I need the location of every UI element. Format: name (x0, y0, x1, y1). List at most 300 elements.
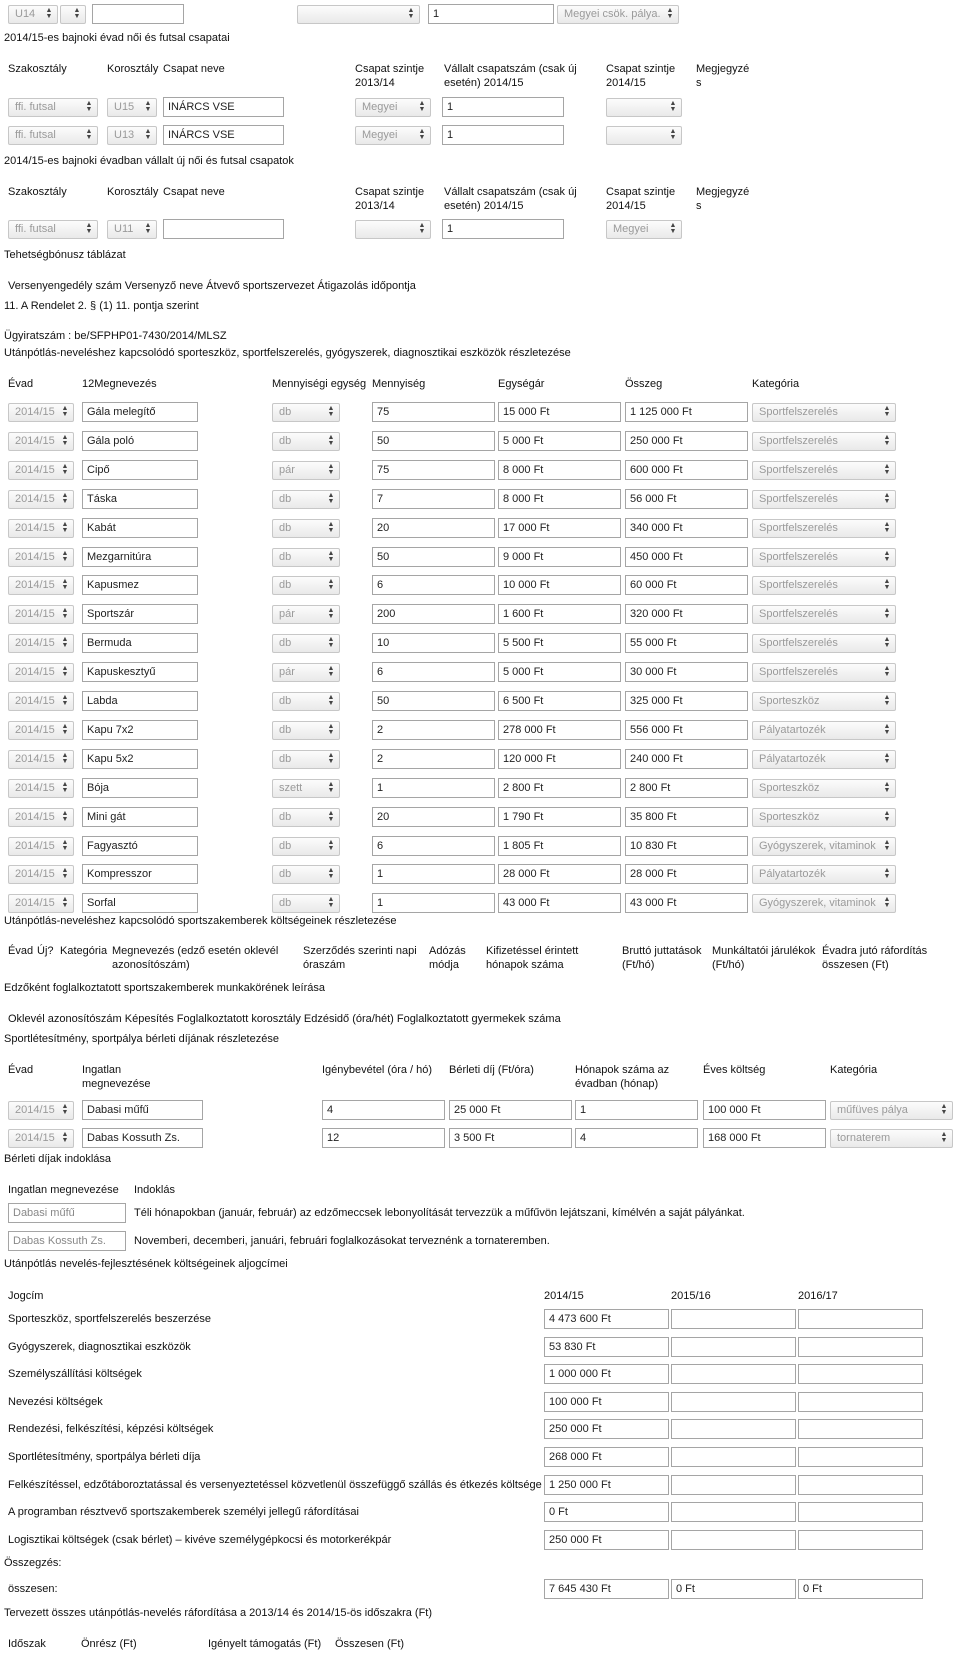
facility-row-months[interactable]: 4 (575, 1128, 698, 1148)
equipment-row-unit-value: db (279, 723, 292, 736)
equipment-row-season[interactable] (8, 865, 74, 884)
subtitle-row-y3[interactable] (798, 1530, 923, 1550)
select-arrows-icon: ▲ ▼ (327, 751, 335, 765)
equipment-row-category-value: Sportfelszerelés (759, 406, 838, 418)
case-number: Ügyiratszám : be/SFPHP01-7430/2014/MLSZ (4, 330, 227, 342)
top-level-label-value: Megyei csök. pálya. (564, 8, 661, 20)
womens-row-1-count[interactable]: 1 (442, 97, 564, 117)
subtitle-row-name: Rendezési, felkészítési, képzési költségek (8, 1423, 214, 1436)
equipment-row-season-value: 2014/15 (15, 406, 55, 418)
equipment-row-unit[interactable] (272, 808, 340, 827)
equipment-row-category[interactable] (752, 576, 896, 595)
select-arrows-icon: ▲ ▼ (85, 128, 93, 141)
equipment-row-unit-value: db (279, 434, 292, 447)
subtitle-row-y2[interactable] (671, 1392, 796, 1412)
select-arrows-icon: ▲ ▼ (883, 636, 891, 650)
facility-row-category-value: tornaterem (837, 1132, 891, 1144)
equipment-row-name[interactable]: Bermuda (82, 633, 198, 653)
equipment-row-unit[interactable] (272, 461, 340, 480)
equipment-row-price[interactable]: 5 000 Ft (498, 662, 621, 682)
facility-row-category[interactable] (830, 1101, 953, 1120)
select-arrows-icon: ▲ ▼ (61, 867, 69, 881)
womens-row-2-branch[interactable] (8, 126, 98, 145)
equipment-row-category-value: Sportfelszerelés (759, 637, 838, 650)
equipment-row-season[interactable] (8, 663, 74, 682)
subtitle-row-y2[interactable] (671, 1447, 796, 1467)
womens-row-2-age[interactable] (107, 126, 157, 145)
facility-row-months[interactable]: 1 (575, 1100, 698, 1120)
equipment-row-unit-value: db (279, 839, 292, 852)
equipment-row-season[interactable] (8, 519, 74, 538)
equipment-row-name[interactable]: Gála poló (82, 431, 198, 451)
equipment-row-category[interactable] (752, 837, 896, 856)
facility-row-fee[interactable]: 3 500 Ft (449, 1128, 572, 1148)
equipment-row-price[interactable]: 1 805 Ft (498, 836, 621, 856)
facility-row-category-value: műfüves pálya (837, 1104, 908, 1116)
col-note-header: Megjegyzés (696, 63, 750, 89)
equipment-row-category[interactable] (752, 548, 896, 567)
subtitle-row-y2[interactable] (671, 1475, 796, 1495)
equipment-row-name[interactable]: Mini gát (82, 807, 198, 827)
equipment-row-season[interactable] (8, 779, 74, 798)
equipment-row-category[interactable] (752, 894, 896, 913)
new-row-1-level[interactable] (355, 220, 431, 239)
equipment-row-season[interactable] (8, 894, 74, 913)
subtitle-row-y3[interactable] (798, 1447, 923, 1467)
equipment-row-category[interactable] (752, 663, 896, 682)
equipment-row-total[interactable]: 30 000 Ft (625, 662, 748, 682)
equipment-row-total[interactable]: 56 000 Ft (625, 489, 748, 509)
new-section-title: 2014/15-es bajnoki évadban vállalt új női és futsal csapatok (4, 155, 294, 167)
equipment-row-unit-value: db (279, 492, 292, 505)
equipment-row-season[interactable] (8, 750, 74, 769)
new-row-1-age[interactable] (107, 220, 157, 239)
equipment-row-unit[interactable] (272, 548, 340, 567)
select-arrows-icon: ▲ ▼ (883, 751, 891, 765)
just-row-1-property[interactable]: Dabasi műfű (8, 1203, 126, 1223)
fac-season-header: Évad (8, 1064, 34, 1076)
subtitle-row-y3[interactable] (798, 1364, 923, 1384)
equipment-row-season[interactable] (8, 461, 74, 480)
equipment-row-price[interactable]: 120 000 Ft (498, 749, 621, 769)
equipment-row-unit[interactable] (272, 865, 340, 884)
equipment-row-category-value: Pályatartozék (759, 868, 826, 881)
equipment-row-name[interactable]: Labda (82, 691, 198, 711)
equipment-row-category-value: Sporteszköz (759, 781, 820, 794)
equipment-row-unit[interactable] (272, 692, 340, 711)
subtitle-row-y1[interactable]: 268 000 Ft (544, 1447, 669, 1467)
fac-annual-header: Éves költség (703, 1064, 766, 1076)
select-arrows-icon: ▲ ▼ (61, 607, 69, 621)
total-y1-input[interactable]: 7 645 430 Ft (544, 1579, 669, 1599)
equipment-row-qty[interactable]: 50 (372, 547, 495, 567)
eq-category-header: Kategória (752, 378, 800, 390)
select-arrows-icon: ▲ ▼ (327, 462, 335, 476)
select-arrows-icon: ▲ ▼ (327, 867, 335, 881)
equipment-row-category-value: Sportfelszerelés (759, 550, 838, 563)
equipment-row-season[interactable] (8, 548, 74, 567)
select-arrows-icon: ▲ ▼ (327, 665, 335, 679)
equipment-row-category[interactable] (752, 605, 896, 624)
select-arrows-icon: ▲ ▼ (61, 405, 69, 418)
womens-row-2-level-new[interactable] (606, 126, 682, 145)
col-level1314-header: Csapat szintje 2013/14 (355, 63, 425, 89)
just-property-header: Ingatlan megnevezése (8, 1184, 119, 1196)
select-arrows-icon: ▲ ▼ (61, 549, 69, 563)
womens-section-title: 2014/15-es bajnoki évad női és futsal csapatai (4, 32, 230, 44)
equipment-row-unit[interactable] (272, 663, 340, 682)
equipment-row-unit[interactable] (272, 894, 340, 913)
womens-row-2-level[interactable] (355, 126, 431, 145)
equipment-row-season-value: 2014/15 (15, 666, 55, 679)
select-arrows-icon: ▲ ▼ (327, 491, 335, 505)
equipment-row-qty[interactable]: 20 (372, 518, 495, 538)
new-col-age-header: Korosztály (107, 186, 159, 198)
equipment-row-price[interactable]: 5 500 Ft (498, 633, 621, 653)
equipment-row-total[interactable]: 340 000 Ft (625, 518, 748, 538)
subtitle-row-y3[interactable] (798, 1309, 923, 1329)
select-arrows-icon: ▲ ▼ (666, 7, 674, 20)
womens-row-1-age[interactable] (107, 98, 157, 117)
equipment-row-unit-value: db (279, 752, 292, 765)
planned-own-header: Önrész (Ft) (81, 1638, 137, 1650)
womens-row-1-level[interactable] (355, 98, 431, 117)
planned-total-header: Összesen (Ft) (335, 1638, 405, 1650)
select-arrows-icon: ▲ ▼ (144, 128, 152, 141)
equipment-row-price[interactable]: 15 000 Ft (498, 402, 621, 422)
equipment-row-unit[interactable] (272, 432, 340, 451)
select-arrows-icon: ▲ ▼ (883, 722, 891, 736)
top-count-input[interactable]: 1 (428, 4, 554, 24)
equipment-row-qty[interactable]: 6 (372, 575, 495, 595)
equipment-row-category[interactable] (752, 808, 896, 827)
equipment-row-qty[interactable]: 20 (372, 807, 495, 827)
equipment-row-qty[interactable]: 2 (372, 749, 495, 769)
total-label: összesen: (8, 1583, 58, 1595)
equipment-row-season-value: 2014/15 (15, 752, 55, 765)
select-arrows-icon: ▲ ▼ (418, 128, 426, 141)
equipment-row-price[interactable]: 43 000 Ft (498, 893, 621, 913)
equipment-row-season-value: 2014/15 (15, 637, 55, 650)
equipment-row-season[interactable] (8, 403, 74, 422)
equipment-row-season[interactable] (8, 692, 74, 711)
select-arrows-icon: ▲ ▼ (61, 722, 69, 736)
equipment-row-category[interactable] (752, 634, 896, 653)
facility-row-category[interactable] (830, 1129, 953, 1148)
new-row-1-count[interactable]: 1 (442, 219, 564, 239)
womens-row-2-team[interactable]: INÁRCS VSE (163, 125, 284, 145)
select-arrows-icon: ▲ ▼ (418, 222, 426, 235)
equipment-row-total[interactable]: 556 000 Ft (625, 720, 748, 740)
womens-row-1-branch[interactable] (8, 98, 98, 117)
select-arrows-icon: ▲ ▼ (327, 694, 335, 707)
equipment-row-price[interactable]: 6 500 Ft (498, 691, 621, 711)
equipment-row-total[interactable]: 2 800 Ft (625, 778, 748, 798)
subtitle-row-y1[interactable]: 1 000 000 Ft (544, 1364, 669, 1384)
top-name-input[interactable] (92, 4, 184, 24)
select-arrows-icon: ▲ ▼ (61, 491, 69, 505)
sub-name-header: Jogcím (8, 1290, 44, 1302)
equipment-row-unit[interactable] (272, 750, 340, 769)
equipment-row-unit[interactable] (272, 837, 340, 856)
equipment-row-total[interactable]: 60 000 Ft (625, 575, 748, 595)
facility-row-usage[interactable]: 12 (322, 1128, 445, 1148)
fac-usage-header: Igénybevétel (óra / hó) (322, 1064, 433, 1076)
equipment-row-season-value: 2014/15 (15, 897, 55, 910)
subtitle-row-y1[interactable]: 250 000 Ft (544, 1419, 669, 1439)
equipment-row-unit[interactable] (272, 519, 340, 538)
new-row-1-level-new[interactable] (606, 220, 682, 239)
equipment-row-unit-value: db (279, 521, 292, 534)
select-arrows-icon: ▲ ▼ (883, 578, 891, 592)
equipment-row-total[interactable]: 10 830 Ft (625, 836, 748, 856)
equipment-row-season[interactable] (8, 490, 74, 509)
womens-row-2-count[interactable]: 1 (442, 125, 564, 145)
equipment-row-price[interactable]: 8 000 Ft (498, 460, 621, 480)
subtitle-row-y1[interactable]: 4 473 600 Ft (544, 1309, 669, 1329)
equipment-row-unit[interactable] (272, 779, 340, 798)
equipment-row-total[interactable]: 325 000 Ft (625, 691, 748, 711)
equipment-row-total[interactable]: 1 125 000 Ft (625, 402, 748, 422)
equipment-row-name[interactable]: Kapuskesztyű (82, 662, 198, 682)
facility-row-season[interactable] (8, 1101, 74, 1120)
equipment-row-category[interactable] (752, 461, 896, 480)
equipment-row-category[interactable] (752, 519, 896, 538)
subtitle-row-y3[interactable] (798, 1475, 923, 1495)
select-arrows-icon: ▲ ▼ (327, 607, 335, 621)
select-arrows-icon: ▲ ▼ (883, 809, 891, 823)
select-arrows-icon: ▲ ▼ (61, 636, 69, 650)
equipment-row-season[interactable] (8, 721, 74, 740)
facility-row-season-value: 2014/15 (15, 1104, 55, 1116)
equipment-row-category[interactable] (752, 750, 896, 769)
staff-months-header: Kifizetéssel érintett hónapok száma (486, 945, 579, 971)
equipment-row-unit[interactable] (272, 490, 340, 509)
equipment-row-price[interactable]: 10 000 Ft (498, 575, 621, 595)
equipment-row-name[interactable]: Sportszár (82, 604, 198, 624)
subtitle-row-y2[interactable] (671, 1530, 796, 1550)
subtitle-row-y3[interactable] (798, 1419, 923, 1439)
top-level-label-select[interactable] (557, 5, 679, 24)
equipment-row-category-value: Pályatartozék (759, 752, 826, 765)
equipment-row-season-value: 2014/15 (15, 723, 55, 736)
equipment-row-name[interactable]: Kapu 7x2 (82, 720, 198, 740)
equipment-row-unit-value: db (279, 695, 292, 707)
subtitle-row-y2[interactable] (671, 1419, 796, 1439)
equipment-row-price[interactable]: 278 000 Ft (498, 720, 621, 740)
eq-unit-header: Mennyiségi egység (272, 378, 367, 390)
equipment-row-season-value: 2014/15 (15, 492, 55, 505)
equipment-row-total[interactable]: 43 000 Ft (625, 893, 748, 913)
equipment-row-price[interactable]: 8 000 Ft (498, 489, 621, 509)
equipment-row-category[interactable] (752, 865, 896, 884)
select-arrows-icon: ▲ ▼ (327, 549, 335, 563)
staff-gross-header: Bruttó juttatások (Ft/hó) (622, 945, 702, 971)
select-arrows-icon: ▲ ▼ (883, 896, 891, 910)
subtitle-row-y3[interactable] (798, 1337, 923, 1357)
equipment-row-qty[interactable]: 1 (372, 864, 495, 884)
facility-row-season[interactable] (8, 1129, 74, 1148)
equipment-row-name[interactable]: Kompresszor (82, 864, 198, 884)
facility-row-property[interactable]: Dabas Kossuth Zs. (82, 1128, 203, 1148)
equipment-row-category-value: Sporteszköz (759, 810, 820, 823)
equipment-row-season-value: 2014/15 (15, 521, 55, 534)
equipment-row-total[interactable]: 35 800 Ft (625, 807, 748, 827)
subtitle-row-y2[interactable] (671, 1309, 796, 1329)
equipment-row-total[interactable]: 450 000 Ft (625, 547, 748, 567)
total-y3-input[interactable]: 0 Ft (798, 1579, 923, 1599)
equipment-row-name[interactable]: Táska (82, 489, 198, 509)
select-arrows-icon: ▲ ▼ (883, 665, 891, 679)
subtitle-row-y2[interactable] (671, 1502, 796, 1522)
equipment-row-price[interactable]: 28 000 Ft (498, 864, 621, 884)
equipment-row-qty[interactable]: 1 (372, 893, 495, 913)
equipment-row-category-value: Sportfelszerelés (759, 434, 838, 447)
subtitle-row-name: A programban résztvevő sportszakemberek személyi jellegű ráfordításai (8, 1506, 359, 1519)
planned-period-header: Időszak (8, 1638, 46, 1650)
equipment-row-total[interactable]: 55 000 Ft (625, 633, 748, 653)
subtitle-row-y1[interactable]: 100 000 Ft (544, 1392, 669, 1412)
womens-row-1-level-new[interactable] (606, 98, 682, 117)
top-blank-select[interactable] (60, 5, 86, 24)
select-arrows-icon: ▲ ▼ (327, 780, 335, 794)
equipment-row-season[interactable] (8, 576, 74, 595)
col-count-header: Vállalt csapatszám (csak új esetén) 2014/15 (444, 63, 577, 89)
equipment-row-price[interactable]: 17 000 Ft (498, 518, 621, 538)
equipment-row-qty[interactable]: 10 (372, 633, 495, 653)
subtitle-row-y3[interactable] (798, 1392, 923, 1412)
equipment-row-qty[interactable]: 6 (372, 836, 495, 856)
equipment-row-total[interactable]: 600 000 Ft (625, 460, 748, 480)
equipment-row-total[interactable]: 240 000 Ft (625, 749, 748, 769)
equipment-row-price[interactable]: 9 000 Ft (498, 547, 621, 567)
equipment-row-unit[interactable] (272, 634, 340, 653)
equipment-row-season[interactable] (8, 605, 74, 624)
new-col-count-header: Vállalt csapatszám (csak új esetén) 2014/15 (444, 186, 577, 212)
equipment-row-total[interactable]: 250 000 Ft (625, 431, 748, 451)
select-arrows-icon: ▲ ▼ (883, 433, 891, 447)
new-row-1-branch[interactable] (8, 220, 98, 239)
col-age-header: Korosztály (107, 63, 159, 75)
equipment-row-qty[interactable]: 50 (372, 691, 495, 711)
subtitle-row-y2[interactable] (671, 1337, 796, 1357)
equipment-row-season[interactable] (8, 837, 74, 856)
equipment-row-name[interactable]: Kabát (82, 518, 198, 538)
equipment-row-qty[interactable]: 2 (372, 720, 495, 740)
select-arrows-icon: ▲ ▼ (327, 636, 335, 650)
equipment-row-category[interactable] (752, 721, 896, 740)
age-value: U15 (114, 101, 135, 113)
equipment-row-category[interactable] (752, 692, 896, 711)
equipment-row-unit[interactable] (272, 576, 340, 595)
select-arrows-icon: ▲ ▼ (73, 7, 81, 20)
subtitle-row-y1[interactable]: 53 830 Ft (544, 1337, 669, 1357)
equipment-row-name[interactable]: Mezgarnitúra (82, 547, 198, 567)
equipment-row-category[interactable] (752, 490, 896, 509)
womens-row-1-team[interactable]: INÁRCS VSE (163, 97, 284, 117)
equipment-row-unit-value: pár (279, 463, 295, 476)
equipment-row-season[interactable] (8, 432, 74, 451)
equipment-row-qty[interactable]: 75 (372, 402, 495, 422)
select-arrows-icon: ▲ ▼ (883, 520, 891, 534)
equipment-row-season[interactable] (8, 808, 74, 827)
select-arrows-icon: ▲ ▼ (144, 100, 152, 113)
facility-row-fee[interactable]: 25 000 Ft (449, 1100, 572, 1120)
equipment-row-name[interactable]: Fagyasztó (82, 836, 198, 856)
staff-category-header: Kategória (60, 945, 108, 957)
equipment-row-name[interactable]: Kapusmez (82, 575, 198, 595)
staff-total-header: Évadra jutó ráfordítás összesen (Ft) (822, 945, 928, 971)
equipment-row-unit[interactable] (272, 721, 340, 740)
select-arrows-icon: ▲ ▼ (669, 128, 677, 141)
level-value: Megyei (362, 101, 398, 113)
select-arrows-icon: ▲ ▼ (940, 1103, 948, 1116)
equipment-row-name[interactable]: Sorfal (82, 893, 198, 913)
equipment-row-name[interactable]: Bója (82, 778, 198, 798)
equipment-row-total[interactable]: 320 000 Ft (625, 604, 748, 624)
equipment-row-qty[interactable]: 7 (372, 489, 495, 509)
facility-row-annual[interactable]: 100 000 Ft (703, 1100, 826, 1120)
subtitle-row-y1[interactable]: 1 250 000 Ft (544, 1475, 669, 1495)
fac-fee-header: Bérleti díj (Ft/óra) (449, 1064, 534, 1076)
equipment-row-qty[interactable]: 200 (372, 604, 495, 624)
equipment-row-category[interactable] (752, 432, 896, 451)
select-arrows-icon: ▲ ▼ (940, 1131, 948, 1144)
equipment-row-total[interactable]: 28 000 Ft (625, 864, 748, 884)
total-y2-input[interactable]: 0 Ft (671, 1579, 796, 1599)
facility-row-usage[interactable]: 4 (322, 1100, 445, 1120)
facility-row-property[interactable]: Dabasi műfű (82, 1100, 203, 1120)
equipment-row-price[interactable]: 1 600 Ft (498, 604, 621, 624)
equipment-row-qty[interactable]: 50 (372, 431, 495, 451)
equipment-row-category[interactable] (752, 403, 896, 422)
select-arrows-icon: ▲ ▼ (85, 100, 93, 113)
subtitle-row-y1[interactable]: 250 000 Ft (544, 1530, 669, 1550)
subtitle-row-y2[interactable] (671, 1364, 796, 1384)
equipment-row-name[interactable]: Kapu 5x2 (82, 749, 198, 769)
equipment-row-season[interactable] (8, 634, 74, 653)
equipment-row-category-value: Pályatartozék (759, 723, 826, 736)
top-level-select[interactable] (297, 5, 420, 24)
facility-row-annual[interactable]: 168 000 Ft (703, 1128, 826, 1148)
select-arrows-icon: ▲ ▼ (327, 578, 335, 592)
equipment-row-unit[interactable] (272, 403, 340, 422)
equipment-row-price[interactable]: 2 800 Ft (498, 778, 621, 798)
equipment-row-qty[interactable]: 6 (372, 662, 495, 682)
new-row-1-team[interactable] (163, 219, 284, 239)
equipment-title: Utánpótlás-neveléshez kapcsolódó sporteszköz, sportfelszerelés, gyógyszerek, diagnosztikai eszközök részletezése (4, 347, 571, 359)
equipment-row-season-value: 2014/15 (15, 463, 55, 476)
equipment-row-price[interactable]: 5 000 Ft (498, 431, 621, 451)
select-arrows-icon: ▲ ▼ (883, 780, 891, 794)
equipment-row-category[interactable] (752, 779, 896, 798)
select-arrows-icon: ▲ ▼ (61, 578, 69, 592)
subtitle-row-y3[interactable] (798, 1502, 923, 1522)
equipment-row-qty[interactable]: 75 (372, 460, 495, 480)
facility-row-season-value: 2014/15 (15, 1132, 55, 1144)
branch-value: ffi. futsal (15, 223, 56, 235)
equipment-row-name[interactable]: Gála melegítő (82, 402, 198, 422)
equipment-row-qty[interactable]: 1 (372, 778, 495, 798)
top-age-select[interactable] (8, 5, 58, 24)
subtitle-row-y1[interactable]: 0 Ft (544, 1502, 669, 1522)
equipment-row-price[interactable]: 1 790 Ft (498, 807, 621, 827)
equipment-row-unit[interactable] (272, 605, 340, 624)
select-arrows-icon: ▲ ▼ (327, 433, 335, 447)
just-row-2-property[interactable]: Dabas Kossuth Zs. (8, 1231, 126, 1251)
equipment-row-name[interactable]: Cipő (82, 460, 198, 480)
select-arrows-icon: ▲ ▼ (61, 896, 69, 910)
